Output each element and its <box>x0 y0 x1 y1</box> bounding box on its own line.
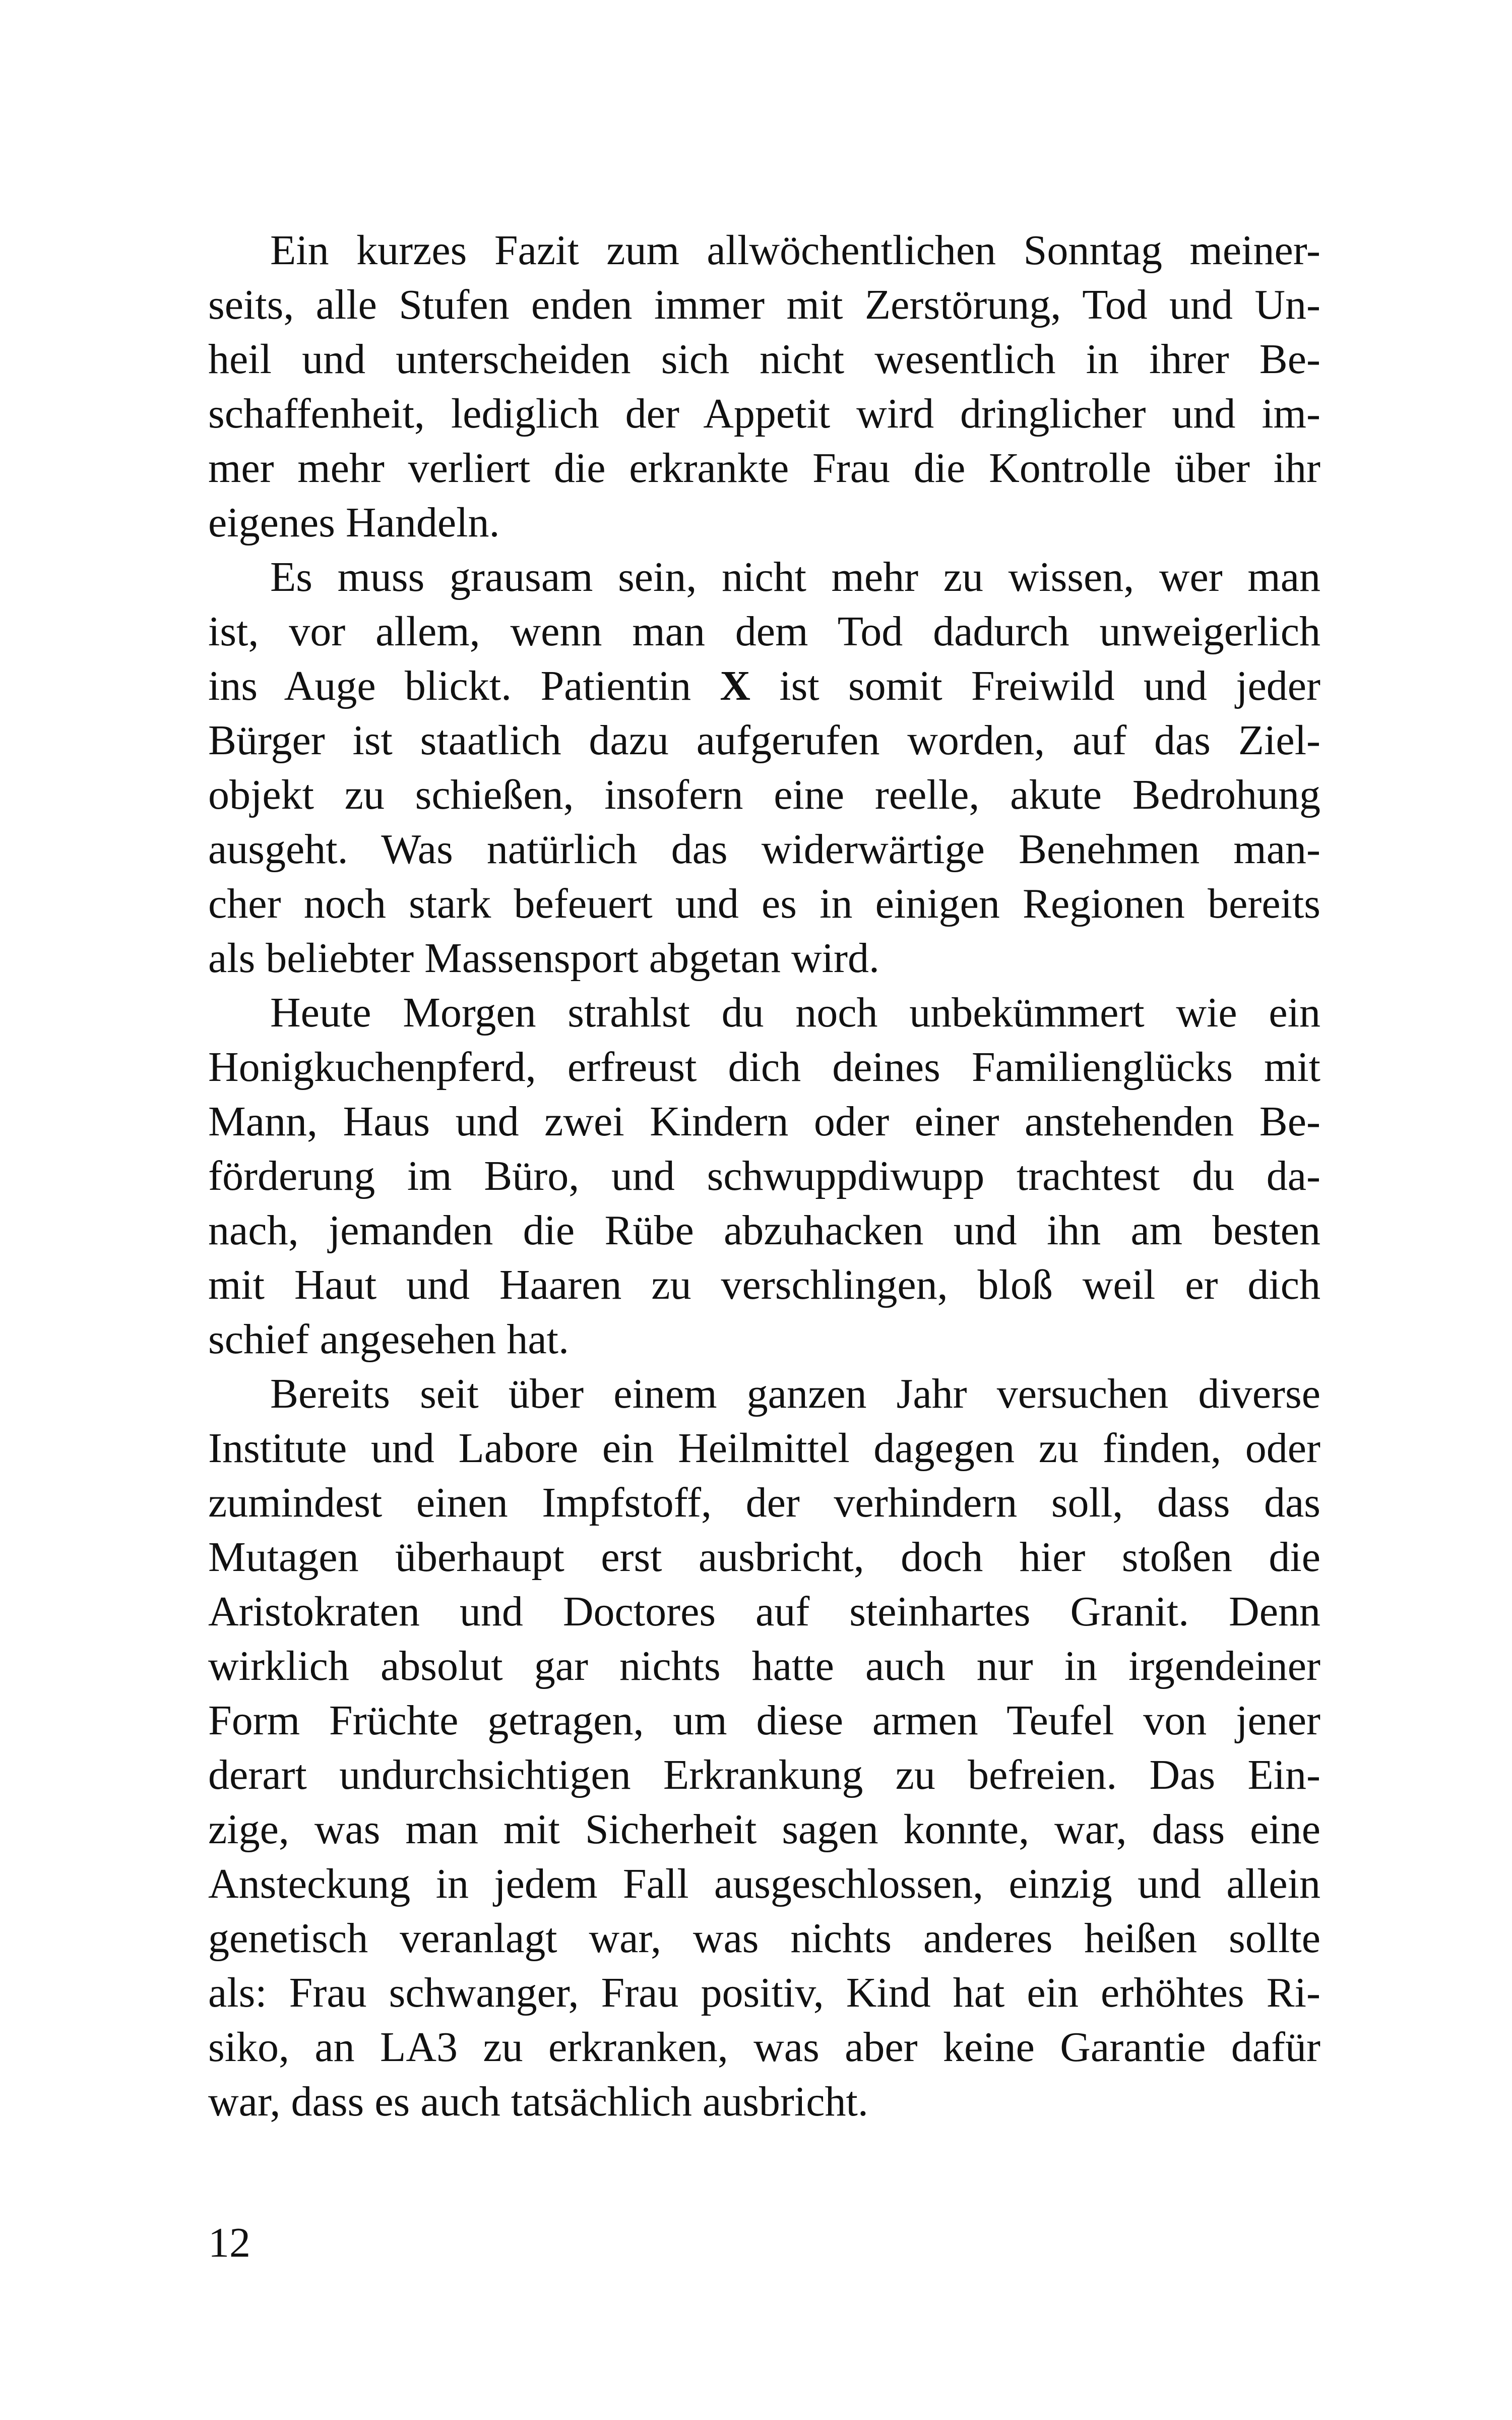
paragraph-4-line-10: Ansteckung in jedem Fall ausgeschlossen, einzig und allein <box>208 1860 1320 1907</box>
paragraph-4-line-8: derart undurchsichtigen Erkrankung zu befreien. Das Ein- <box>208 1751 1320 1798</box>
paragraph-2-line-6: ausgeht. Was natürlich das widerwärtige Benehmen man- <box>208 826 1320 873</box>
paragraph-2-line-1: Es muss grausam sein, nicht mehr zu wissen, wer man <box>270 554 1320 600</box>
paragraph-2-line-4: Bürger ist staatlich dazu aufgerufen worden, auf das Ziel- <box>208 717 1320 764</box>
paragraph-3-line-4: förderung im Büro, und schwuppdiwupp trachtest du da- <box>208 1153 1320 1199</box>
paragraph-4-line-4: Mutagen überhaupt erst ausbricht, doch hier stoßen die <box>208 1534 1320 1581</box>
paragraph-2-line-3-part-1: ins Auge blickt. Patientin <box>208 662 720 709</box>
paragraph-3-line-1: Heute Morgen strahlst du noch unbekümmert wie ein <box>270 989 1320 1036</box>
paragraph-4-line-5: Aristokraten und Doctores auf steinhartes Granit. Denn <box>208 1588 1320 1635</box>
paragraph-2-line-2: ist, vor allem, wenn man dem Tod dadurch unweigerlich <box>208 608 1320 655</box>
paragraph-2-line-7: cher noch stark befeuert und es in einigen Regionen bereits <box>208 880 1320 927</box>
paragraph-4-line-3: zumindest einen Impfstoff, der verhindern soll, dass das <box>208 1479 1320 1526</box>
paragraph-4-line-1: Bereits seit über einem ganzen Jahr versuchen diverse <box>270 1370 1320 1417</box>
paragraph-4-line-6: wirklich absolut gar nichts hatte auch nur in irgendeiner <box>208 1643 1320 1689</box>
paragraph-3-line-2: Honigkuchenpferd, erfreust dich deines Familienglücks mit <box>208 1044 1320 1091</box>
paragraph-2-line-3 <box>208 659 1320 713</box>
paragraph-4-line-14: war, dass es auch tatsächlich ausbricht. <box>208 2078 868 2125</box>
paragraph-4-line-2: Institute und Labore ein Heilmittel dagegen zu finden, oder <box>208 1425 1320 1472</box>
paragraph-3-line-7: schief angesehen hat. <box>208 1316 570 1363</box>
paragraph-2-line-8: als beliebter Massensport abgetan wird. <box>208 935 879 982</box>
paragraph-1-line-5: mer mehr verliert die erkrankte Frau die Kontrolle über ihr <box>208 445 1320 492</box>
paragraph-4-line-7: Form Früchte getragen, um diese armen Teufel von jener <box>208 1697 1320 1744</box>
patient-x-label: X <box>720 662 751 709</box>
paragraph-2-line-3-part-2: ist somit Freiwild und jeder <box>750 662 1321 709</box>
paragraph-1-line-6: eigenes Handeln. <box>208 499 500 546</box>
paragraph-1-line-2: seits, alle Stufen enden immer mit Zerstörung, Tod und Un- <box>208 281 1320 328</box>
page-number: 12 <box>208 2219 250 2266</box>
paragraph-4-line-13: siko, an LA3 zu erkranken, was aber keine Garantie dafür <box>208 2024 1320 2071</box>
paragraph-3-line-5: nach, jemanden die Rübe abzuhacken und ihn am besten <box>208 1207 1320 1254</box>
paragraph-4-line-11: genetisch veranlagt war, was nichts anderes heißen sollte <box>208 1915 1320 1962</box>
paragraph-1-line-1: Ein kurzes Fazit zum allwöchentlichen Sonntag meiner- <box>270 227 1320 274</box>
paragraph-4-line-12: als: Frau schwanger, Frau positiv, Kind hat ein erhöhtes Ri- <box>208 1969 1320 2016</box>
paragraph-1-line-3: heil und unterscheiden sich nicht wesentlich in ihrer Be- <box>208 336 1320 383</box>
paragraph-3-line-3: Mann, Haus und zwei Kindern oder einer anstehenden Be- <box>208 1098 1320 1145</box>
paragraph-1-line-4: schaffenheit, lediglich der Appetit wird dringlicher und im- <box>208 390 1320 437</box>
paragraph-3-line-6: mit Haut und Haaren zu verschlingen, bloß weil er dich <box>208 1261 1320 1308</box>
paragraph-2-line-5: objekt zu schießen, insofern eine reelle, akute Bedrohung <box>208 771 1320 818</box>
body-text <box>208 223 1320 2129</box>
paragraph-4-line-9: zige, was man mit Sicherheit sagen konnte, war, dass eine <box>208 1806 1320 1853</box>
